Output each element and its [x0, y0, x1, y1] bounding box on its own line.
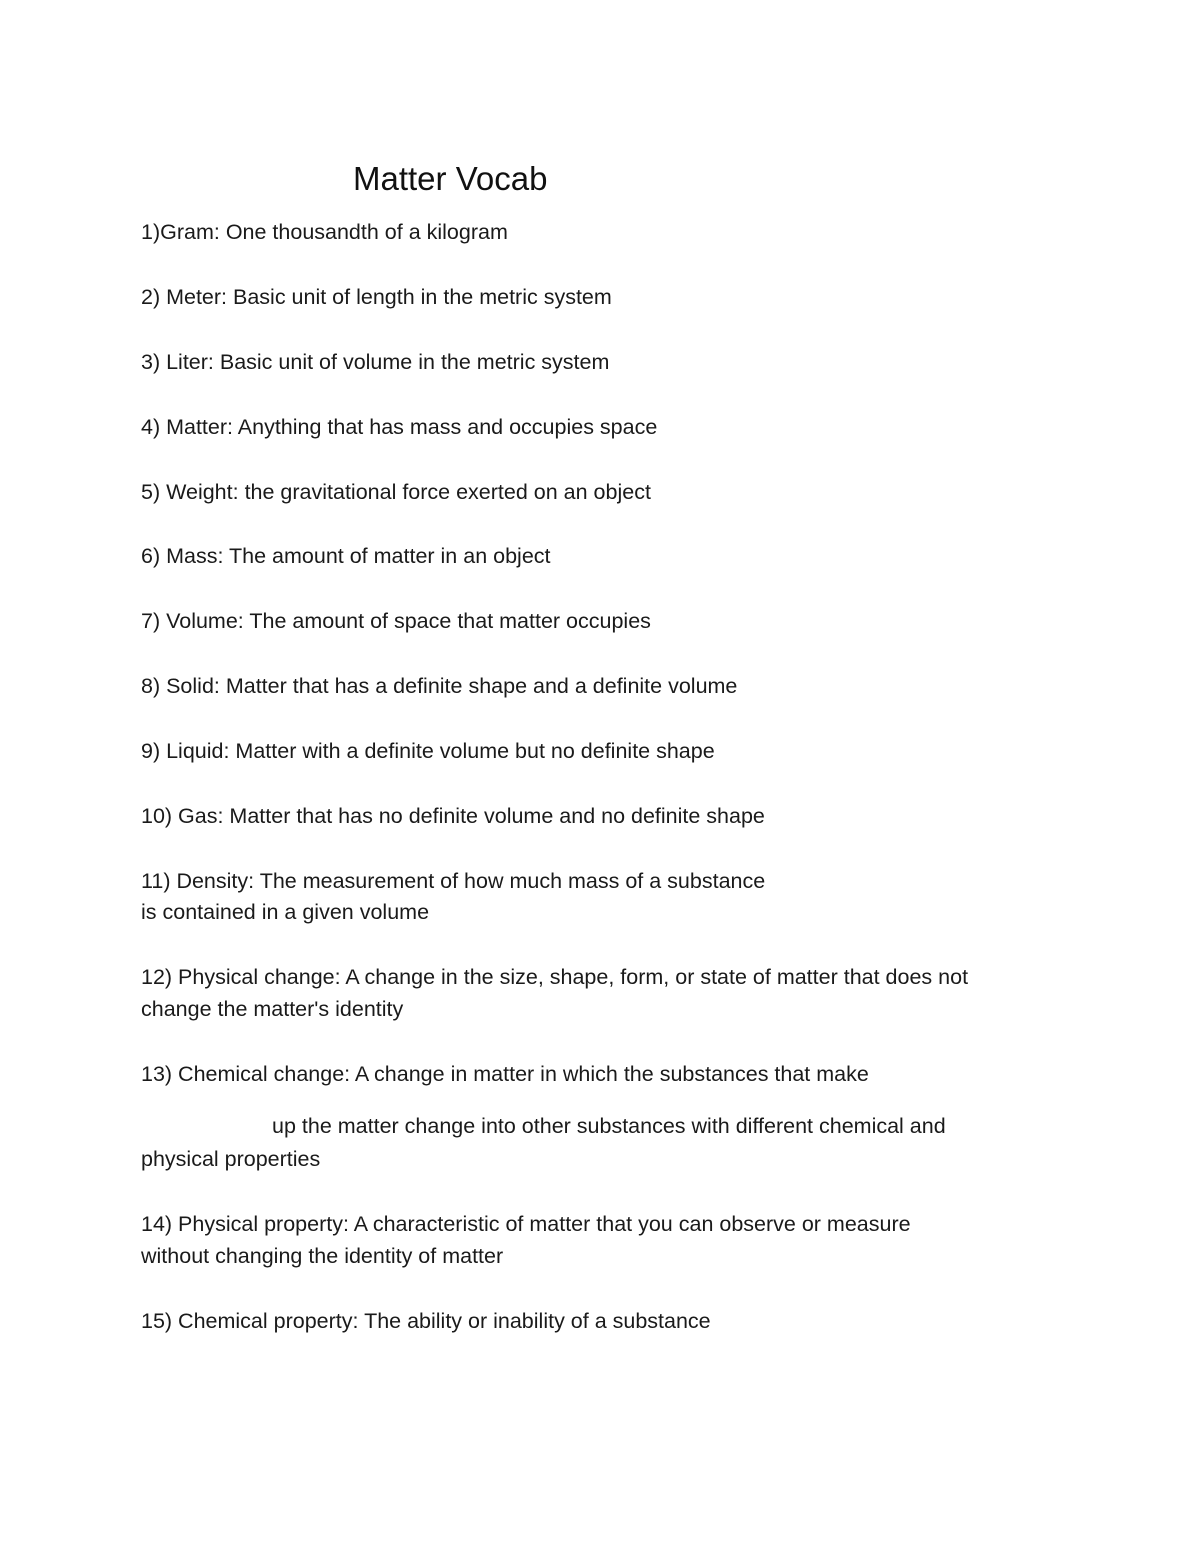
vocab-item-physical-change: 12) Physical change: A change in the size, shape, form, or state of matter that does not	[141, 965, 969, 989]
page-title: Matter Vocab	[353, 160, 548, 197]
vocab-item-mass: 6) Mass: The amount of matter in an object	[141, 544, 551, 568]
vocab-item-chemical-change-cont-2: physical properties	[141, 1147, 321, 1171]
vocab-item-chemical-change: 13) Chemical change: A change in matter in which the substances that make	[141, 1062, 869, 1086]
vocab-item-chemical-change-cont: up the matter change into other substances with different chemical and	[272, 1114, 946, 1138]
vocab-item-density-cont: is contained in a given volume	[141, 900, 430, 924]
vocab-item-liter: 3) Liter: Basic unit of volume in the metric system	[141, 350, 610, 374]
vocab-item-physical-property-cont: without changing the identity of matter	[141, 1244, 504, 1268]
vocab-item-chemical-property: 15) Chemical property: The ability or inability of a substance	[141, 1309, 711, 1333]
vocab-item-density: 11) Density: The measurement of how much mass of a substance	[141, 869, 766, 893]
vocab-item-gram: 1)Gram: One thousandth of a kilogram	[141, 220, 508, 244]
vocab-item-matter: 4) Matter: Anything that has mass and occupies space	[141, 415, 658, 439]
vocab-item-gas: 10) Gas: Matter that has no definite volume and no definite shape	[141, 804, 765, 828]
vocab-item-meter: 2) Meter: Basic unit of length in the metric system	[141, 285, 612, 309]
vocab-item-liquid: 9) Liquid: Matter with a definite volume but no definite shape	[141, 739, 715, 763]
vocab-item-weight: 5) Weight: the gravitational force exerted on an object	[141, 480, 651, 504]
vocab-item-physical-change-cont: change the matter's identity	[141, 997, 404, 1021]
vocab-item-solid: 8) Solid: Matter that has a definite shape and a definite volume	[141, 674, 738, 698]
vocab-item-physical-property: 14) Physical property: A characteristic of matter that you can observe or measure	[141, 1212, 911, 1236]
vocab-item-volume: 7) Volume: The amount of space that matter occupies	[141, 609, 651, 633]
